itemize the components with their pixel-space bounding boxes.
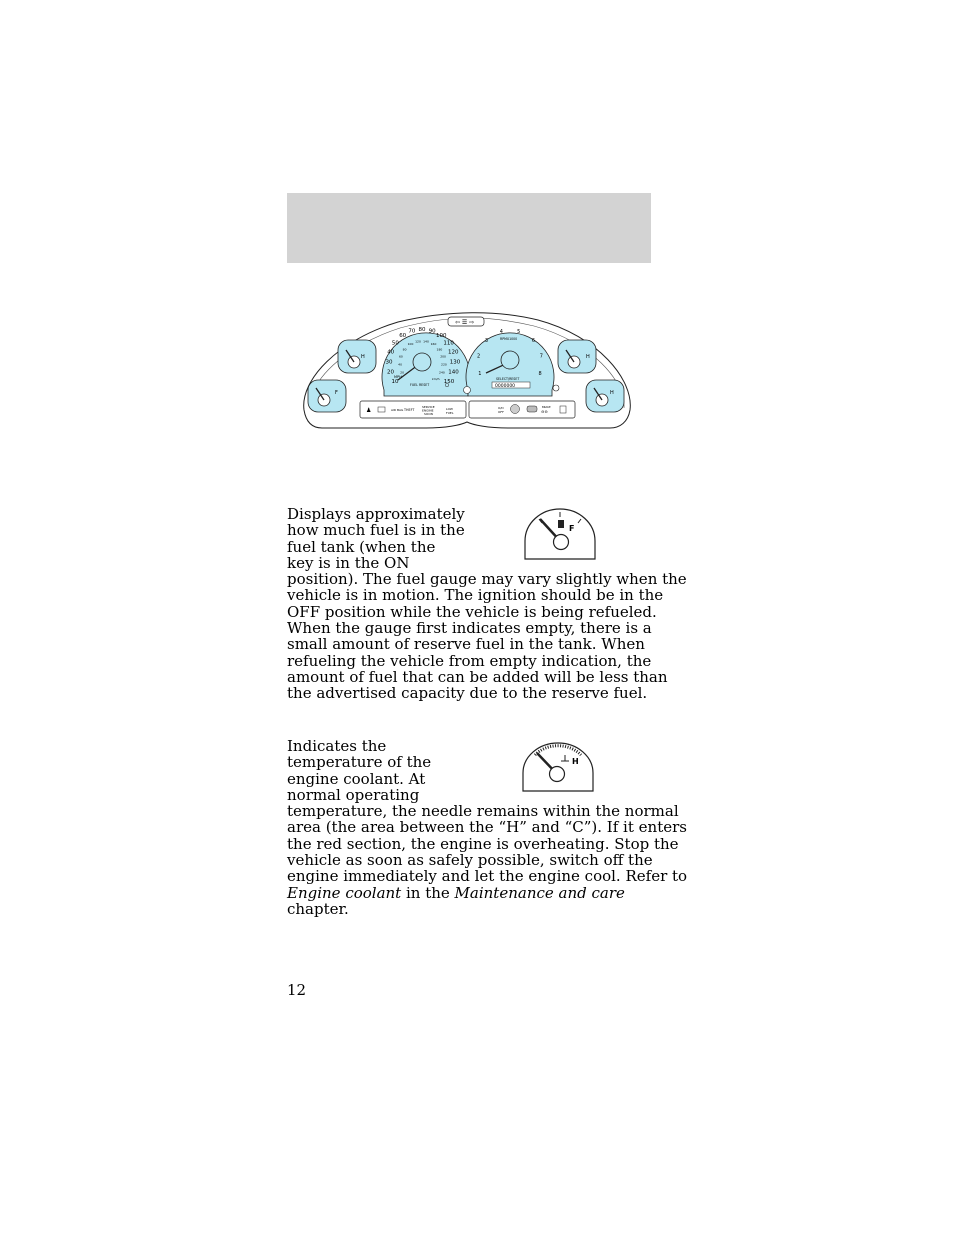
- speedometer-mph-label: 10: [391, 378, 399, 385]
- low-fuel-label-2: FUEL: [446, 411, 454, 415]
- fuel-pump-icon: [558, 520, 564, 528]
- speedometer-kmh-label: 60: [398, 354, 403, 359]
- speedometer-mph-label: 140: [448, 369, 459, 376]
- tachometer-label: 6: [531, 338, 536, 345]
- turn-signal-icons: ⇦ ☰ ⇨: [455, 319, 475, 326]
- speedometer-unit-kmh: km/h: [432, 377, 440, 381]
- fuel-text-line: OFF position while the vehicle is being refueled.: [287, 602, 657, 621]
- tachometer-label: 3: [484, 338, 489, 345]
- speedometer-mph-label: 130: [449, 359, 461, 366]
- fuel-text-line: When the gauge first indicates empty, there is a: [287, 619, 652, 638]
- fuel-text-line: the advertised capacity due to the reserve fuel.: [287, 684, 648, 703]
- fuel-text-line: small amount of reserve fuel in the tank. When: [287, 635, 645, 654]
- theft-label: THEFT: [404, 408, 415, 412]
- speedometer-mph-label: 30: [385, 359, 393, 366]
- speedometer-mph-label: 90: [428, 328, 436, 335]
- speedometer-kmh-label: 140: [423, 339, 429, 344]
- service-engine-soon-label-1: SERVICE: [422, 405, 435, 409]
- speedometer-mph-label: 50: [391, 340, 399, 347]
- temp-text-line: engine coolant. At: [287, 769, 426, 788]
- tachometer-label: 2: [477, 353, 481, 360]
- left-lower-gauge: [308, 380, 346, 412]
- speedometer-mph-label: 150: [443, 378, 455, 385]
- abs-icon: [527, 406, 537, 412]
- temp-gauge-description: [287, 737, 688, 918]
- odometer-display: 0000000: [495, 384, 516, 389]
- seatbelt-icon: ♟: [366, 407, 372, 414]
- temperature-gauge-icon: [521, 741, 595, 793]
- left-lower-gauge-letter: F: [335, 390, 338, 396]
- temp-gauge-letter: H: [572, 757, 579, 766]
- tachometer-label: 4: [499, 329, 503, 336]
- service-engine-soon-label-3: SOON: [424, 412, 433, 416]
- service-engine-soon-label-2: ENGINE: [422, 408, 434, 413]
- air-bag-label: AIR BAG: [391, 408, 404, 412]
- low-fuel-label-1: LOW: [446, 407, 453, 411]
- speedometer-mph-label: 20: [387, 369, 394, 376]
- page-number: 12: [287, 981, 307, 999]
- od-off-label-1: O/D: [498, 406, 504, 410]
- fuel-text-line: Displays approximately: [287, 505, 465, 523]
- speedometer-kmh-label: 160: [430, 342, 437, 347]
- tachometer-label: 5: [517, 329, 521, 336]
- speedometer-mph-label: 120: [448, 349, 459, 356]
- fuel-text-line: key is in the ON: [287, 553, 410, 572]
- fuel-text-line: refueling the vehicle from empty indication, the: [287, 651, 652, 670]
- fuel-text-line: how much fuel is in the: [287, 521, 465, 540]
- fuel-gauge-icon: [523, 507, 597, 561]
- lamp-icons: ⊖⊖: [541, 409, 548, 414]
- speedometer-kmh-label: 40: [398, 362, 403, 367]
- brake-label: BRAKE: [542, 406, 551, 409]
- temp-text-line-reference: [287, 885, 651, 901]
- ref-connector: in the: [401, 883, 455, 902]
- select-reset-label: SELECT/RESET: [496, 377, 520, 381]
- tachometer-label: 8: [538, 370, 542, 377]
- tachometer-unit: RPMX1000: [500, 337, 518, 341]
- speedometer-mph-label: 70: [408, 328, 416, 335]
- speedometer-kmh-label: 200: [440, 354, 446, 359]
- fuel-text-line: amount of fuel that can be added will be less than: [287, 667, 668, 686]
- temp-text-line: temperature, the needle remains within the normal: [287, 802, 679, 821]
- speedometer-kmh-label: 100: [407, 342, 414, 347]
- instrument-cluster-illustration: [298, 310, 636, 432]
- od-off-label-2: OFF: [498, 410, 504, 414]
- speedometer-kmh-label: 240: [439, 370, 445, 375]
- right-upper-gauge-letter: H: [586, 354, 590, 360]
- maintenance-care-ref: Maintenance and care: [454, 883, 625, 902]
- speedometer-mph-label: 100: [436, 333, 447, 340]
- left-upper-gauge-letter: H: [361, 354, 365, 360]
- speedometer-kmh-label: 80: [402, 347, 407, 352]
- speedometer-kmh-label: 220: [441, 362, 447, 367]
- fuel-text-line: vehicle is in motion. The ignition should be in the: [287, 586, 664, 605]
- right-lower-gauge: [586, 380, 624, 412]
- check-gauges-icon: [511, 405, 520, 414]
- speedometer-mph-label: 40: [387, 349, 395, 356]
- temp-text-line: the red section, the engine is overheating. Stop the: [287, 834, 679, 853]
- temp-text-line: chapter.: [287, 899, 349, 918]
- temp-text-line: area (the area between the “H” and “C”). If it enters: [287, 818, 687, 837]
- temp-text-line: normal operating: [287, 785, 420, 804]
- right-lower-gauge-letter: H: [610, 390, 614, 396]
- warning-strip-right: [469, 401, 575, 418]
- temp-text-line: engine immediately and let the engine cool. Refer to: [287, 867, 688, 886]
- fuel-reset-label: FUEL RESET: [410, 383, 430, 387]
- speedometer-kmh-label: 180: [436, 347, 443, 352]
- temp-text-line: Indicates the: [287, 737, 387, 755]
- speedometer-mph-label: 80: [418, 327, 426, 333]
- fuel-text-line: fuel tank (when the: [287, 537, 436, 556]
- tachometer-label: 1: [478, 370, 482, 377]
- engine-coolant-ref: Engine coolant: [287, 883, 402, 902]
- fuel-text-line: position). The fuel gauge may vary slightly when the: [287, 570, 687, 589]
- temp-text-line: temperature of the: [287, 753, 432, 772]
- right-upper-gauge: [558, 340, 596, 373]
- speedometer-unit-mph: MPH: [394, 375, 402, 379]
- tachometer-label: 7: [539, 353, 543, 360]
- fuel-gauge-letter: F: [569, 524, 575, 533]
- chapter-header-band: [287, 193, 651, 263]
- left-upper-gauge: [338, 340, 376, 373]
- temp-text-line: vehicle as soon as safely possible, switch off the: [287, 851, 653, 870]
- speedometer-kmh-label: 120: [415, 339, 421, 344]
- speedometer-mph-label: 110: [443, 340, 454, 347]
- speedometer-mph-label: 60: [399, 333, 407, 340]
- speedometer-kmh-label: 20: [400, 370, 405, 375]
